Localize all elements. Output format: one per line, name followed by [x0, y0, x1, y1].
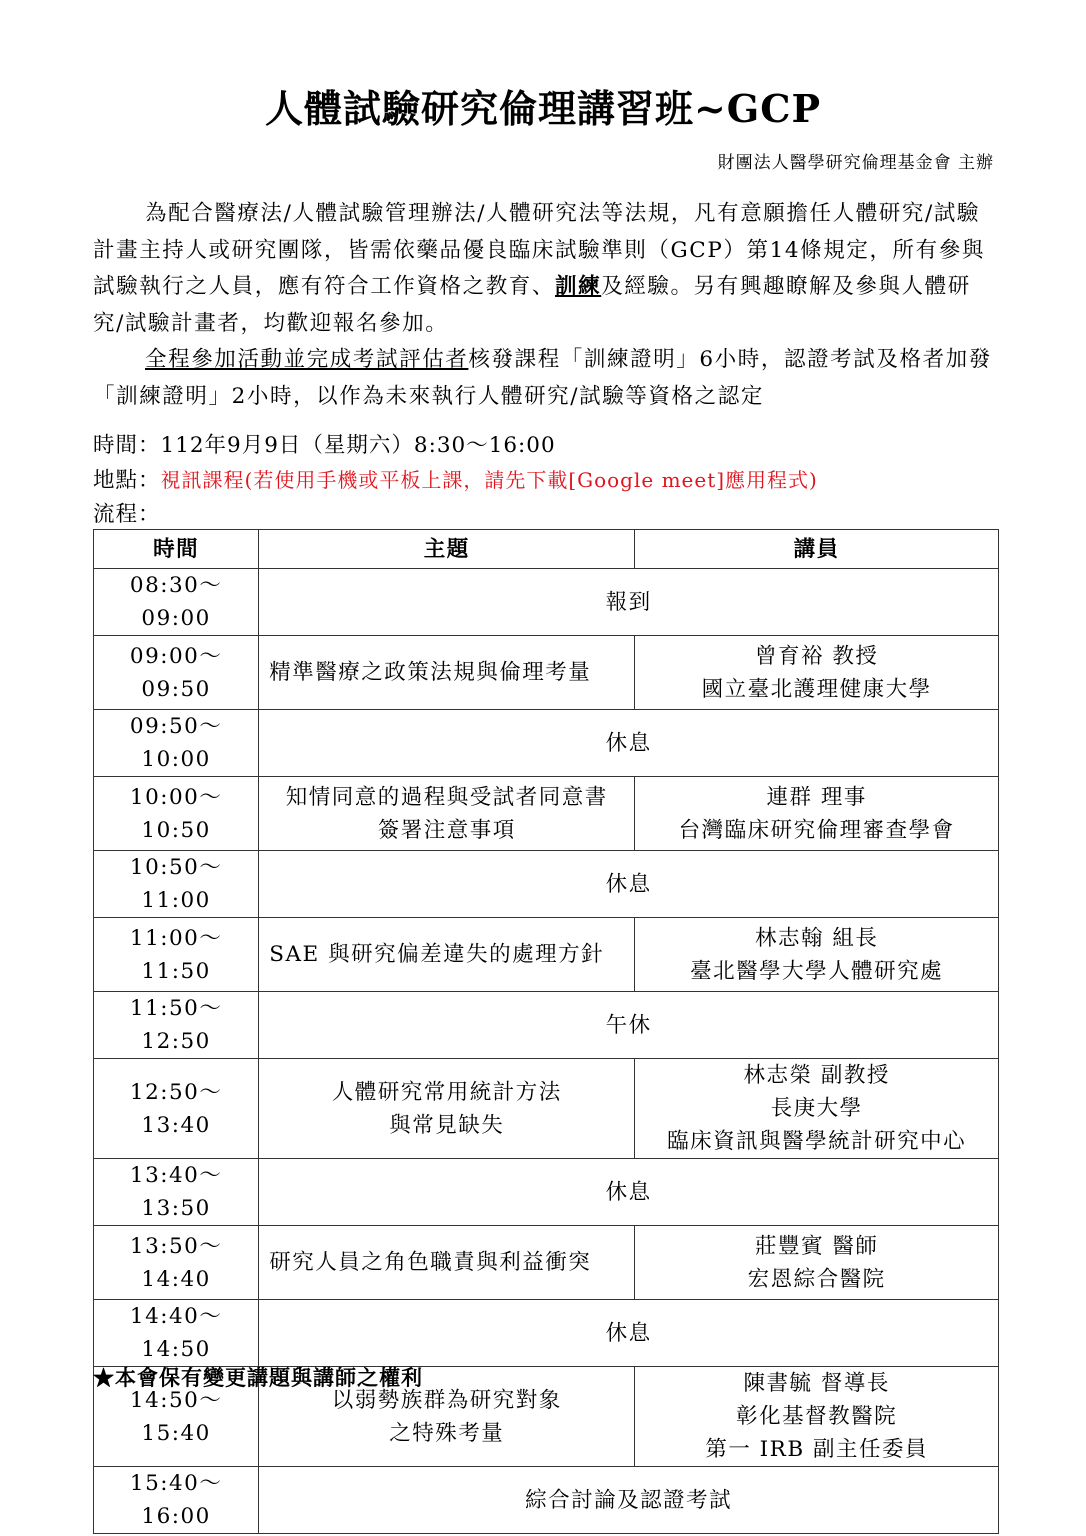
speaker-line: 林志翰 組長 — [754, 925, 879, 951]
table-row — [94, 710, 999, 777]
topic-line: SAE 與研究偏差違失的處理方針 — [269, 942, 605, 967]
header-topic: 主題 — [259, 530, 635, 569]
table-row — [94, 851, 999, 918]
row-span-activity: 休息 — [259, 710, 999, 777]
speaker-line: 第一 IRB 副主任委員 — [705, 1437, 928, 1462]
speaker-line: 曾育裕 教授 — [754, 643, 879, 669]
row-topic — [259, 636, 635, 710]
row-time: 10:50～11:00 — [94, 851, 259, 918]
place-label: 地點： — [93, 468, 161, 493]
table-row — [94, 1159, 999, 1226]
speaker-line: 臨床資訊與醫學統計研究中心 — [667, 1129, 967, 1154]
table-row — [94, 992, 999, 1059]
full-attendance-underline: 全程參加活動並完成考試評估者 — [145, 347, 469, 372]
speaker-line: 長庚大學 — [770, 1096, 863, 1121]
footnote: ★本會保有變更講題與講師之權利 — [93, 1365, 423, 1390]
intro-paragraph-1 — [93, 196, 993, 342]
row-time: 11:50～12:50 — [94, 992, 259, 1059]
topic-line: 以弱勢族群為研究對象 — [331, 1387, 562, 1413]
table-header-row — [94, 530, 999, 569]
table-row — [94, 777, 999, 851]
row-span-activity: 休息 — [259, 1159, 999, 1226]
page-title: 人體試驗研究倫理講習班~GCP — [264, 86, 822, 131]
table-row — [94, 1226, 999, 1300]
speaker-line: 陳書毓 督導長 — [743, 1371, 890, 1396]
speaker-line: 台灣臨床研究倫理審查學會 — [678, 817, 955, 843]
speaker-line: 莊豐賓 醫師 — [754, 1233, 879, 1259]
table-row — [94, 569, 999, 636]
training-emphasis: 訓練 — [555, 274, 602, 299]
row-time: 14:40～14:50 — [94, 1300, 259, 1367]
row-time: 09:50～10:00 — [94, 710, 259, 777]
row-speaker — [635, 636, 999, 710]
row-span-activity: 休息 — [259, 1300, 999, 1367]
header-time: 時間 — [94, 530, 259, 569]
event-time — [93, 428, 556, 459]
speaker-line: 彰化基督教醫院 — [736, 1404, 898, 1429]
row-speaker — [635, 1226, 999, 1300]
row-topic — [259, 777, 635, 851]
intro-text-a: 為配合醫療法/人體試驗管理辦法/人體研究法等法規，凡有意願擔任人體研究/試驗計畫主持人或研究團隊，皆需依藥品優良臨床試驗準則（GCP）第14條規定，所有參與試驗執行之人員，應有符合工作資格之教育、 — [93, 201, 985, 299]
row-speaker — [635, 1059, 999, 1159]
topic-line: 之特殊考量 — [389, 1420, 505, 1446]
time-label: 時間： — [93, 433, 161, 458]
row-speaker — [635, 777, 999, 851]
row-time: 13:50～14:40 — [94, 1226, 259, 1300]
place-value: 視訊課程(若使用手機或平板上課，請先下載[Google meet]應用程式) — [160, 468, 818, 492]
row-time: 08:30～09:00 — [94, 569, 259, 636]
topic-line: 與常見缺失 — [389, 1112, 505, 1138]
row-time: 12:50～13:40 — [94, 1059, 259, 1159]
row-time: 14:50～15:40 — [94, 1367, 259, 1467]
header-speaker: 講員 — [635, 530, 999, 569]
row-time: 11:00～11:50 — [94, 918, 259, 992]
row-span-activity: 報到 — [259, 569, 999, 636]
table-row — [94, 1300, 999, 1367]
speaker-line: 連群 理事 — [766, 784, 867, 810]
row-topic — [259, 1226, 635, 1300]
row-span-activity: 休息 — [259, 851, 999, 918]
row-speaker — [635, 918, 999, 992]
speaker-line: 宏恩綜合醫院 — [747, 1266, 886, 1292]
row-time: 15:40～16:00 — [94, 1467, 259, 1534]
organizer-line: 財團法人醫學研究倫理基金會 主辦 — [717, 153, 994, 173]
speaker-line: 臺北醫學大學人體研究處 — [690, 958, 944, 984]
topic-line: 知情同意的過程與受試者同意書 — [285, 784, 608, 810]
topic-line: 研究人員之角色職責與利益衝突 — [269, 1250, 592, 1275]
row-speaker — [635, 1367, 999, 1467]
event-place — [93, 463, 818, 494]
row-span-activity: 綜合討論及認證考試 — [259, 1467, 999, 1534]
row-topic — [259, 918, 635, 992]
certificate-text: 核發課程「訓練證明」6小時，認證考試及格者加發「訓練證明」2小時，以作為未來執行人體研究/試驗等資格之認定 — [93, 347, 992, 409]
flow-label: 流程： — [93, 502, 161, 527]
table-row — [94, 636, 999, 710]
row-time: 10:00～10:50 — [94, 777, 259, 851]
row-topic — [259, 1059, 635, 1159]
speaker-line: 國立臺北護理健康大學 — [701, 676, 932, 702]
row-time: 09:00～09:50 — [94, 636, 259, 710]
table-row — [94, 1059, 999, 1159]
table-row — [94, 1467, 999, 1534]
speaker-line: 林志榮 副教授 — [743, 1063, 890, 1088]
time-value: 112年9月9日（星期六）8:30～16:00 — [160, 433, 556, 458]
table-row — [94, 918, 999, 992]
row-span-activity: 午休 — [259, 992, 999, 1059]
row-time: 13:40～13:50 — [94, 1159, 259, 1226]
topic-line: 人體研究常用統計方法 — [331, 1079, 562, 1105]
intro-paragraph-2 — [93, 342, 993, 415]
topic-line: 精準醫療之政策法規與倫理考量 — [269, 660, 592, 685]
intro-text-b: 及經驗。另有興趣瞭解及參與人體研究/試驗計畫者，均歡迎報名參加。 — [93, 274, 971, 336]
topic-line: 簽署注意事項 — [377, 817, 516, 843]
